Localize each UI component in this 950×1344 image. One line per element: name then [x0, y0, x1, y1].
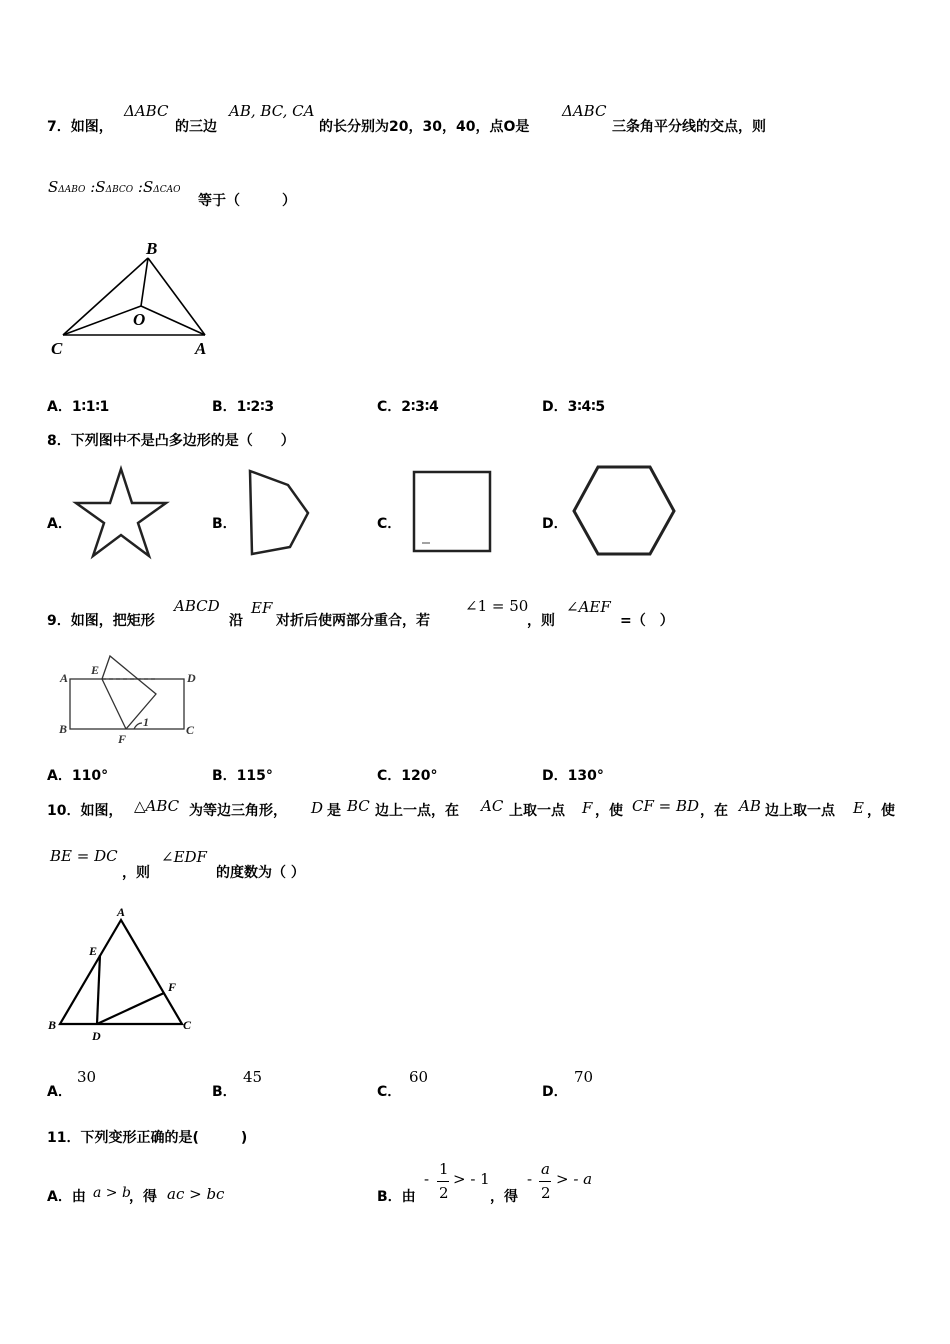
q7-triangle-1: ΔABC [124, 102, 169, 120]
q7-segment-bo [141, 258, 148, 306]
q8-option-d-label[interactable]: D． [542, 516, 568, 532]
q10-label-c: C [183, 1018, 192, 1032]
q8-square-shape[interactable] [410, 468, 495, 556]
q9-text-4: =（ ） [620, 613, 674, 629]
q11-option-b-denominator-2: 2 [541, 1184, 551, 1202]
q10-point-e: E [853, 799, 864, 817]
q11-option-a-condition: a > b [93, 1185, 131, 1201]
q11-option-b-label: B．由 [377, 1189, 416, 1205]
q10-option-d-label[interactable]: D． [542, 1084, 568, 1100]
q11-option-b-rhs: > - 1 [453, 1170, 490, 1188]
q9-label-d: D [187, 671, 196, 685]
q10-side-ab: AB [739, 797, 761, 815]
q10-option-a-label[interactable]: A． [47, 1084, 72, 1100]
q9-option-a[interactable]: A．110° [47, 768, 109, 784]
q10-text-8: ，使 [867, 803, 895, 819]
q7-segment-ao [141, 306, 205, 335]
q11-option-a-label: A．由 [47, 1189, 86, 1205]
q11-option-a-result: ac > bc [167, 1185, 225, 1203]
q10-text-1: 为等边三角形， [189, 803, 287, 819]
q10-number: 10．如图， [47, 803, 123, 819]
q7-text-2: 的长分别为20，30，40，点O是 [319, 119, 530, 135]
q10-option-b-label[interactable]: B． [212, 1084, 237, 1100]
q10-option-a-value[interactable]: 30 [77, 1068, 97, 1086]
q10-option-b-value[interactable]: 45 [243, 1068, 263, 1086]
q7-label-b: B [146, 239, 158, 258]
q10-text-7: 边上取一点 [765, 803, 835, 819]
q7-option-a[interactable]: A．1∶1∶1 [47, 399, 110, 415]
q9-segment-ef: EF [251, 599, 273, 617]
q10-text-5: ，使 [595, 803, 623, 819]
q11-text: 11．下列变形正确的是( ) [47, 1130, 248, 1146]
q9-label-c: C [186, 723, 195, 737]
q10-point-f: F [582, 799, 593, 817]
q7-label-o: O [133, 310, 146, 329]
q10-label-d: D [92, 1029, 101, 1043]
q10-figure-triangle [44, 902, 204, 1047]
q7-sides: AB, BC, CA [229, 102, 315, 120]
q10-label-e: E [89, 944, 98, 958]
q9-number: 9．如图，把矩形 [47, 613, 155, 629]
q7-text-4: 等于（ ） [198, 193, 296, 209]
q11-option-b-rhs-2: > - a [556, 1170, 593, 1188]
q9-label-1: 1 [143, 715, 149, 729]
q10-text-6: ，在 [700, 803, 728, 819]
q8-text: 8．下列图中不是凸多边形的是（ ） [47, 433, 295, 449]
q7-option-b[interactable]: B．1∶2∶3 [212, 399, 275, 415]
q10-option-c-label[interactable]: C． [377, 1084, 402, 1100]
q9-text-1: 沿 [229, 613, 243, 629]
q10-text-10: 的度数为（ ） [216, 865, 305, 881]
q8-option-b-label[interactable]: B． [212, 516, 237, 532]
q7-number: 7．如图， [47, 119, 113, 135]
q7-segment-co [63, 306, 141, 335]
q7-label-a: A [195, 339, 207, 358]
q8-option-a-label[interactable]: A． [47, 516, 72, 532]
q9-angle-aef: ∠AEF [566, 598, 611, 616]
q7-text-1: 的三边 [175, 119, 217, 135]
q11-option-b-mid: ，得 [490, 1189, 518, 1205]
q9-label-b: B [59, 722, 68, 736]
q9-rect-abcd: ABCD [174, 597, 220, 615]
q7-area-ratio: SΔABO :SΔBCO :SΔCAO [48, 178, 181, 196]
q10-point-d: D [311, 799, 324, 817]
q7-text-3: 三条角平分线的交点，则 [612, 119, 766, 135]
q10-option-c-value[interactable]: 60 [409, 1068, 429, 1086]
q11-option-b-numerator-2: a [541, 1160, 550, 1178]
q8-star-shape[interactable] [72, 465, 170, 560]
q10-option-d-value[interactable]: 70 [574, 1068, 594, 1086]
q11-option-b-minus-2: - [527, 1170, 533, 1188]
q11-option-a-mid: ，得 [129, 1189, 157, 1205]
q7-option-d[interactable]: D．3∶4∶5 [542, 399, 606, 415]
q11-option-b-denominator: 2 [439, 1184, 449, 1202]
q10-side-bc: BC [347, 797, 370, 815]
q7-option-c[interactable]: C．2∶3∶4 [377, 399, 439, 415]
q10-label-f: F [168, 980, 177, 994]
q10-triangle: △ABC [134, 797, 180, 815]
q10-label-a: A [117, 905, 126, 919]
q10-text-2: 是 [327, 803, 341, 819]
q9-angle-1: ∠1 = 50 [465, 597, 529, 615]
q9-label-a: A [60, 671, 69, 685]
q9-label-e: E [91, 663, 100, 677]
q10-side-ac: AC [481, 797, 504, 815]
q7-figure-triangle [45, 235, 220, 360]
q7-edge-ba [148, 258, 205, 335]
q9-option-c[interactable]: C．120° [377, 768, 438, 784]
q10-text-4: 上取一点 [509, 803, 565, 819]
q9-text-3: ，则 [527, 613, 555, 629]
q9-text-2: 对折后使两部分重合，若 [276, 613, 430, 629]
q9-option-b[interactable]: B．115° [212, 768, 273, 784]
q8-pentagon-shape[interactable] [245, 467, 315, 559]
q10-eq-be-dc: BE = DC [50, 847, 118, 865]
q7-label-c: C [51, 339, 63, 358]
q11-option-b-fraction-bar [437, 1181, 449, 1182]
q10-text-3: 边上一点，在 [375, 803, 459, 819]
q7-triangle-2: ΔABC [562, 102, 607, 120]
q10-eq-cf-bd: CF = BD [632, 797, 700, 815]
q9-figure-folded-rectangle [50, 650, 210, 750]
q8-hexagon-shape[interactable] [570, 463, 678, 559]
q11-option-b-numerator: 1 [439, 1160, 449, 1178]
q8-option-c-label[interactable]: C． [377, 516, 402, 532]
q10-angle-edf: ∠EDF [161, 848, 207, 866]
q11-option-b-fraction-bar-2 [539, 1181, 551, 1182]
q11-option-b-minus: - [424, 1170, 430, 1188]
q9-option-d[interactable]: D．130° [542, 768, 604, 784]
q10-label-b: B [48, 1018, 57, 1032]
q9-label-f: F [118, 732, 127, 746]
q10-text-9: ，则 [122, 865, 150, 881]
